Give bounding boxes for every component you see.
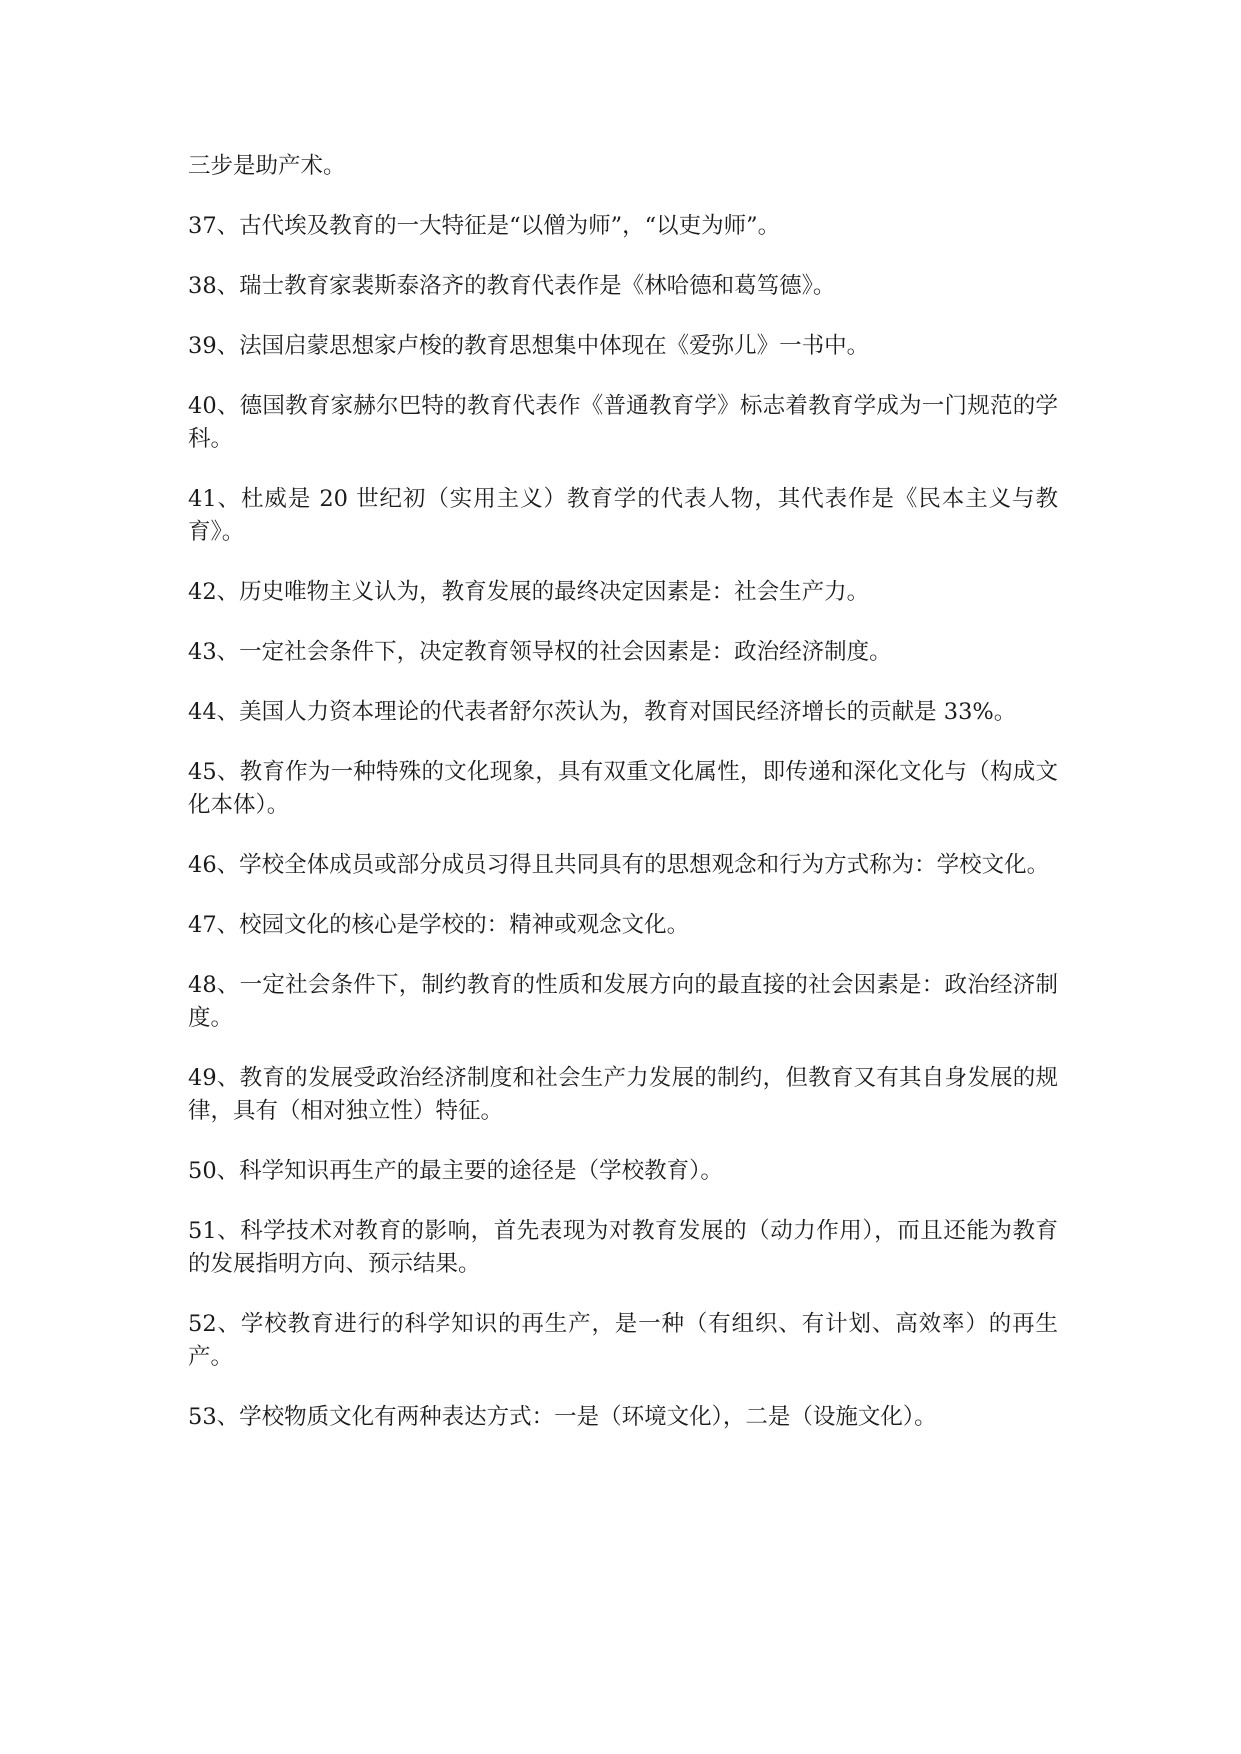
paragraph-39: 39、法国启蒙思想家卢梭的教育思想集中体现在《爱弥儿》一书中。 — [188, 333, 870, 359]
document-body — [188, 150, 1058, 1461]
paragraph-48: 48、一定社会条件下，制约教育的性质和发展方向的最直接的社会因素是：政治经济制度。 — [188, 972, 1058, 1031]
paragraph-50: 50、科学知识再生产的最主要的途径是（学校教育）。 — [188, 1158, 723, 1184]
paragraph-46: 46、学校全体成员或部分成员习得且共同具有的思想观念和行为方式称为：学校文化。 — [188, 852, 1050, 878]
paragraph-37: 37、古代埃及教育的一大特征是“以僧为师”，“以吏为师”。 — [188, 213, 781, 239]
paragraph-42: 42、历史唯物主义认为，教育发展的最终决定因素是：社会生产力。 — [188, 579, 870, 605]
paragraph-40: 40、德国教育家赫尔巴特的教育代表作《普通教育学》标志着教育学成为一门规范的学科。 — [188, 393, 1058, 452]
paragraph-38: 38、瑞士教育家裴斯泰洛齐的教育代表作是《林哈德和葛笃德》。 — [188, 273, 836, 299]
paragraph-51: 51、科学技术对教育的影响，首先表现为对教育发展的（动力作用），而且还能为教育的发展指明方向、预示结果。 — [188, 1218, 1058, 1277]
paragraph-43: 43、一定社会条件下，决定教育领导权的社会因素是：政治经济制度。 — [188, 639, 892, 665]
paragraph-47: 47、校园文化的核心是学校的：精神或观念文化。 — [188, 912, 690, 938]
paragraph-45: 45、教育作为一种特殊的文化现象，具有双重文化属性，即传递和深化文化与（构成文化本体）。 — [188, 759, 1058, 818]
paragraph-52: 52、学校教育进行的科学知识的再生产，是一种（有组织、有计划、高效率）的再生产。 — [188, 1311, 1058, 1370]
paragraph-49: 49、教育的发展受政治经济制度和社会生产力发展的制约，但教育又有其自身发展的规律，具有（相对独立性）特征。 — [188, 1065, 1058, 1124]
paragraph-44: 44、美国人力资本理论的代表者舒尔茨认为，教育对国民经济增长的贡献是 33%。 — [188, 699, 1017, 725]
paragraph-continuation: 三步是助产术。 — [188, 153, 346, 179]
paragraph-41: 41、杜威是 20 世纪初（实用主义）教育学的代表人物，其代表作是《民本主义与教育》。 — [188, 486, 1058, 545]
paragraph-53: 53、学校物质文化有两种表达方式：一是（环境文化），二是（设施文化）。 — [188, 1404, 937, 1430]
